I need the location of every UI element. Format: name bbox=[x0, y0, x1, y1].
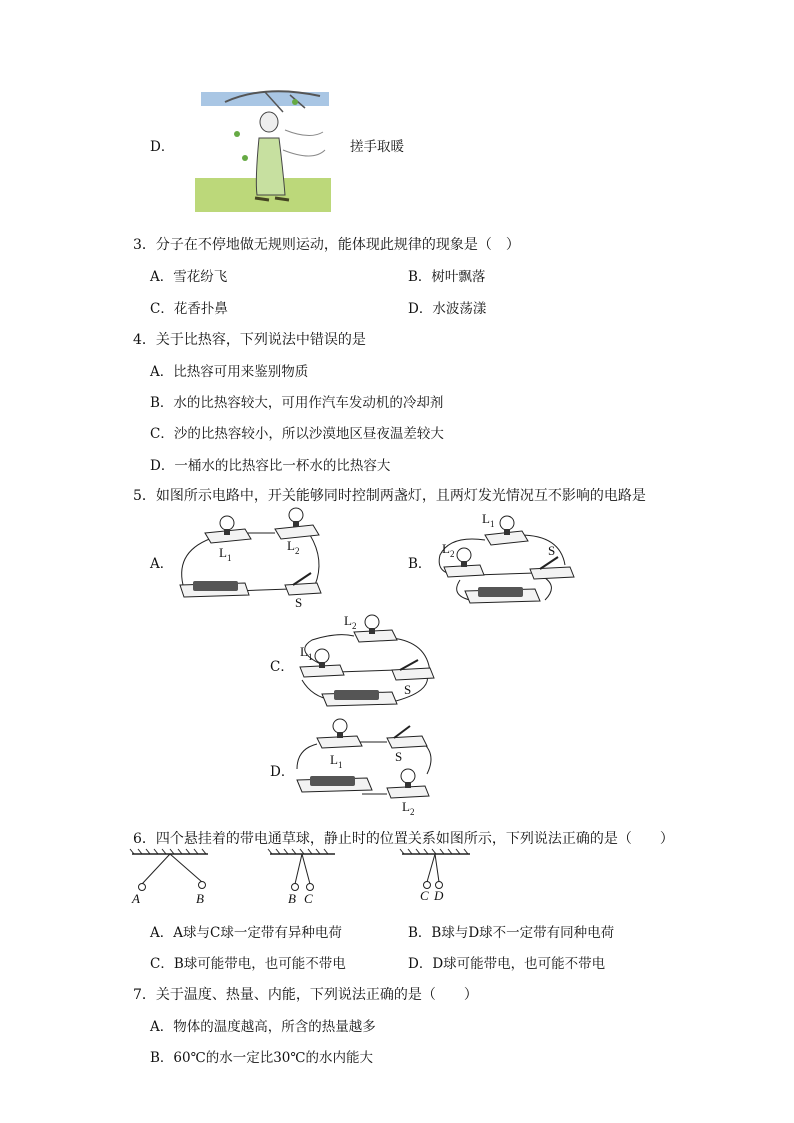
q2-option-d-text: 搓手取暖 bbox=[350, 139, 404, 155]
q6-option-c: C．B球可能带电，也可能不带电 bbox=[150, 956, 346, 972]
circuit-c-s-label: S bbox=[404, 682, 412, 697]
ball-label-b1: B bbox=[196, 891, 204, 906]
circuit-d-l1-label: $L_1$ bbox=[330, 752, 343, 770]
q5-option-c: C． bbox=[270, 659, 294, 675]
q4-option-a: A．比热容可用来鉴别物质 bbox=[150, 364, 309, 380]
q6-option-a: A．A球与C球一定带有异种电荷 bbox=[150, 925, 342, 941]
circuit-b-diagram bbox=[430, 505, 590, 610]
hand-rubbing-illustration bbox=[195, 80, 335, 212]
ball-label-c1: C bbox=[304, 891, 313, 906]
ball-label-b2: B bbox=[288, 891, 296, 906]
q7-option-a: A．物体的温度越高，所含的热量越多 bbox=[150, 1019, 376, 1035]
circuit-c-l1-label: $L_1$ bbox=[300, 644, 313, 662]
circuit-b-l1-label: $L_1$ bbox=[482, 511, 495, 529]
circuit-c-diagram bbox=[292, 612, 442, 722]
q6-option-b: B．B球与D球不一定带有同种电荷 bbox=[408, 925, 615, 941]
q3-option-c: C．花香扑鼻 bbox=[150, 301, 228, 317]
q6-option-d: D．D球可能带电，也可能不带电 bbox=[408, 956, 606, 972]
circuit-c-l2-label: $L_2$ bbox=[344, 613, 357, 631]
charged-balls-diagram bbox=[130, 848, 490, 908]
q4-option-c: C．沙的比热容较小，所以沙漠地区昼夜温差较大 bbox=[150, 426, 444, 442]
circuit-d-l2-label: $L_2$ bbox=[402, 799, 415, 817]
circuit-b-s-label: S bbox=[548, 543, 556, 558]
q2-option-d-letter: D． bbox=[150, 139, 175, 155]
q5-option-d: D． bbox=[270, 764, 295, 780]
q3-option-d: D．水波荡漾 bbox=[408, 301, 487, 317]
circuit-a-s-label: S bbox=[295, 595, 303, 610]
q7-option-b: B．60℃的水一定比30℃的水内能大 bbox=[150, 1050, 373, 1066]
q6-stem: 6．四个悬挂着的带电通草球，静止时的位置关系如图所示，下列说法正确的是（ ） bbox=[133, 831, 674, 847]
q5-stem: 5．如图所示电路中，开关能够同时控制两盏灯，且两灯发光情况互不影响的电路是 bbox=[133, 488, 646, 504]
q3-option-b: B．树叶飘落 bbox=[408, 269, 486, 285]
q3-option-a: A．雪花纷飞 bbox=[150, 269, 228, 285]
q4-option-b: B．水的比热容较大，可用作汽车发动机的冷却剂 bbox=[150, 395, 444, 411]
q4-option-d: D．一桶水的比热容比一杯水的比热容大 bbox=[150, 458, 391, 474]
q7-stem: 7．关于温度、热量、内能，下列说法正确的是（ ） bbox=[133, 987, 478, 1003]
circuit-a-l1-label: $L_1$ bbox=[219, 545, 232, 563]
ball-label-a: A bbox=[132, 891, 140, 906]
q3-stem: 3．分子在不停地做无规则运动，能体现此规律的现象是（ ） bbox=[133, 237, 520, 253]
q4-stem: 4．关于比热容，下列说法中错误的是 bbox=[133, 332, 366, 348]
ball-label-c2: C bbox=[420, 888, 429, 903]
circuit-d-diagram bbox=[292, 714, 442, 819]
q5-option-a: A． bbox=[150, 556, 174, 572]
circuit-b-l2-label: $L_2$ bbox=[442, 541, 455, 559]
ball-label-d: D bbox=[434, 888, 444, 903]
circuit-a-diagram bbox=[175, 505, 335, 610]
circuit-a-l2-label: $L_2$ bbox=[287, 538, 300, 556]
circuit-d-s-label: S bbox=[395, 749, 403, 764]
q5-option-b: B． bbox=[408, 556, 432, 572]
